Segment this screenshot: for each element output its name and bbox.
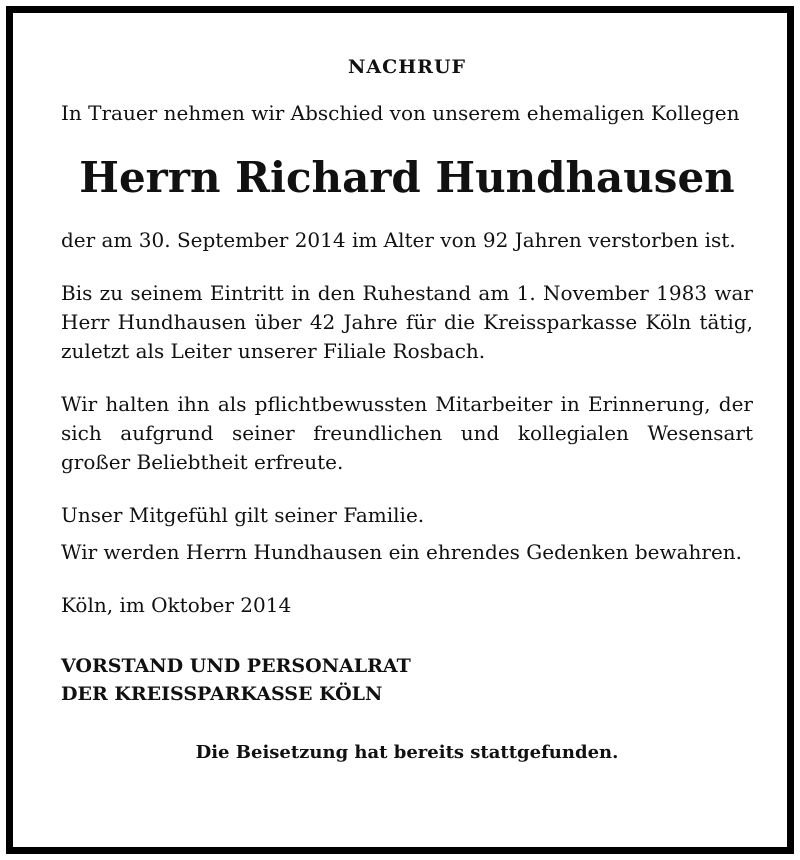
obituary-border (6, 6, 794, 854)
obituary-notice (61, 53, 753, 767)
place-date: Köln, im Oktober 2014 (61, 593, 292, 617)
sympathy-line: Unser Mitgefühl gilt seiner Familie. (61, 503, 425, 527)
death-line: der am 30. September 2014 im Alter von 92 Jahren verstorben ist. (61, 228, 736, 252)
remembrance-line: Wir werden Herrn Hundhausen ein ehrendes Gedenken bewahren. (61, 540, 743, 564)
intro-line: In Trauer nehmen wir Abschied von unserem ehemaligen Kollegen (61, 101, 740, 125)
memory-paragraph: Wir halten ihn als pflichtbewussten Mitarbeiter in Erinnerung, der sich aufgrund seiner freundlichen und kollegialen Wesensart großer Beliebtheit erfreute. (61, 392, 753, 474)
funeral-note: Die Beisetzung hat bereits stattgefunden. (195, 742, 619, 763)
signature-line-1: VORSTAND UND PERSONALRAT (61, 655, 411, 677)
signature-line-2: DER KREISSPARKASSE KÖLN (61, 683, 383, 705)
career-paragraph: Bis zu seinem Eintritt in den Ruhestand am 1. November 1983 war Herr Hundhausen über 42 Jahre für die Kreissparkasse Köln tätig, zuletzt als Leiter unserer Filiale Rosbach. (61, 281, 753, 363)
signature-block (61, 652, 753, 708)
notice-title: NACHRUF (347, 56, 467, 78)
deceased-name: Herrn Richard Hundhausen (79, 153, 735, 202)
